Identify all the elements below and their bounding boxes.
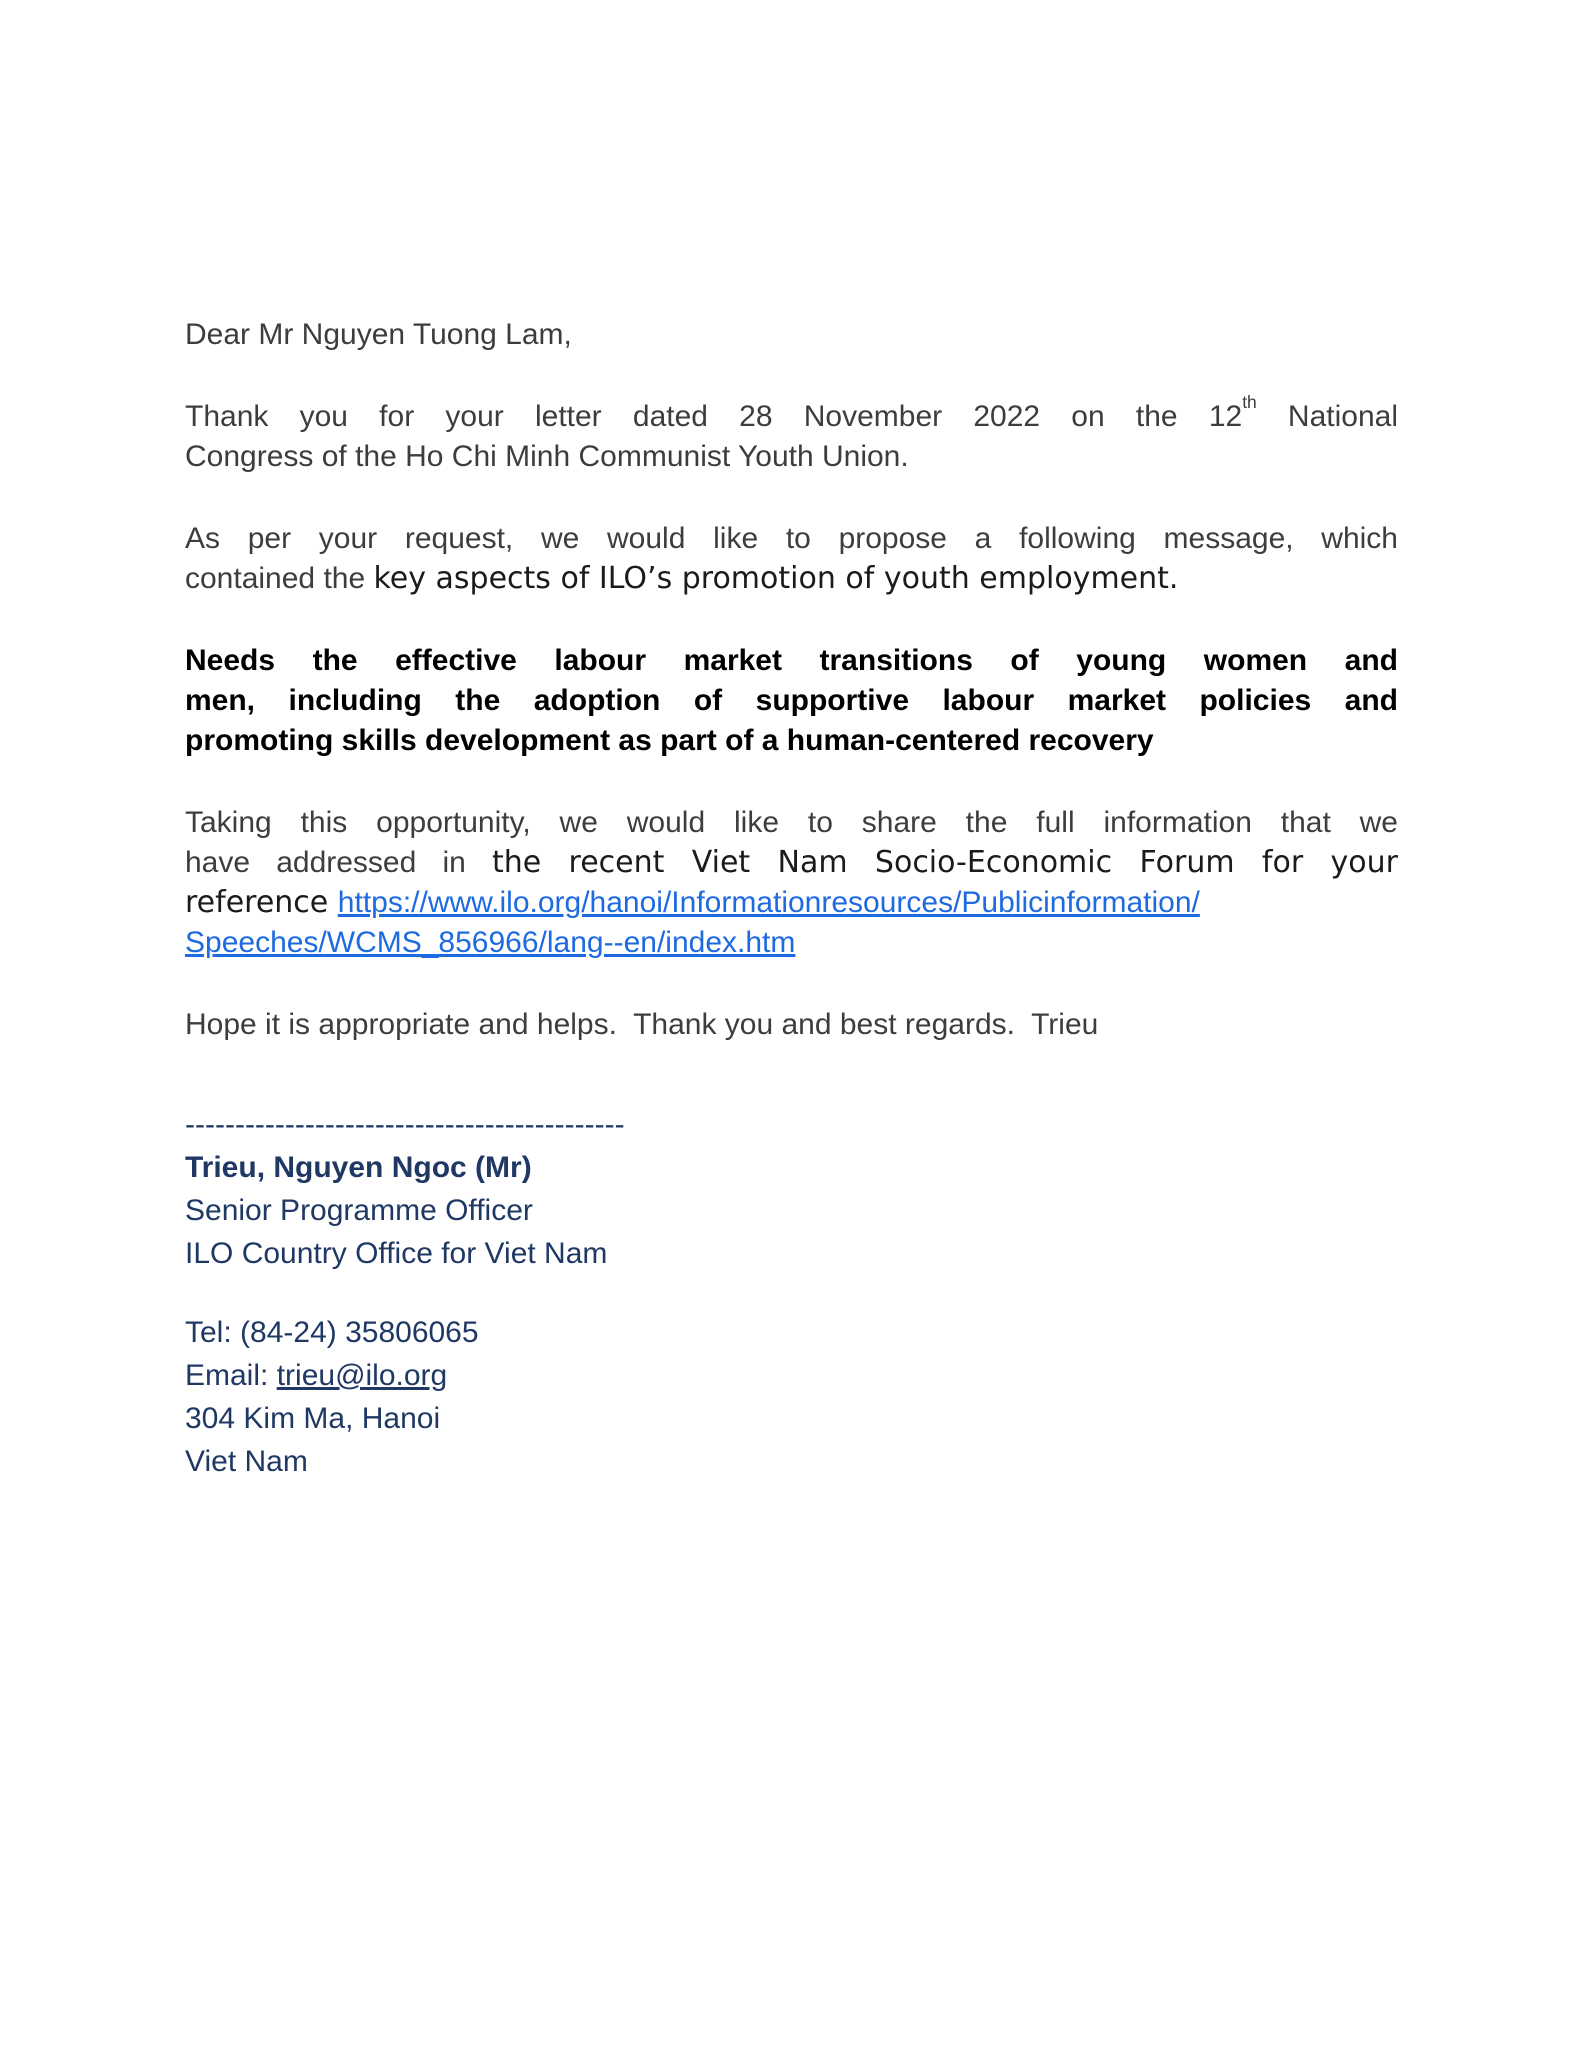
closing-text: Hope it is appropriate and helps. Thank you and best regards. Trieu	[185, 1008, 1099, 1041]
proposal-line2-emphasis: key aspects of ILO’s promotion of youth employment.	[373, 561, 1179, 596]
paragraph-closing	[185, 1005, 1398, 1045]
signature-email	[185, 1354, 1398, 1397]
text-line: Taking this opportunity, we would like to share the full information that we	[185, 806, 1398, 839]
email-label: Email:	[185, 1359, 269, 1392]
signature-office: ILO Country Office for Viet Nam	[185, 1237, 608, 1270]
paragraph-proposal	[185, 519, 1398, 599]
proposed-message-bold	[185, 641, 1398, 761]
text-line: promoting skills development as part of a human-centered recovery	[185, 724, 1154, 757]
tel-value: (84-24) 35806065	[240, 1316, 479, 1349]
text-line: Needs the effective labour market transitions of young women and	[185, 644, 1398, 677]
share-line2-emphasis: the recent Viet Nam Socio-Economic Forum for your	[491, 845, 1398, 880]
text-line	[185, 391, 1398, 437]
signature-tel	[185, 1311, 1398, 1354]
reference-label: reference	[185, 885, 338, 920]
proposal-line2-light: contained the	[185, 562, 374, 595]
signature-name: Trieu, Nguyen Ngoc (Mr)	[185, 1151, 532, 1184]
signature-address-line2: Viet Nam	[185, 1445, 308, 1478]
text-line: Congress of the Ho Chi Minh Communist Youth Union.	[185, 440, 909, 473]
reference-link-part1[interactable]: https://www.ilo.org/hanoi/Informationresources/Publicinformation/	[337, 886, 1200, 919]
signature-contact-group	[185, 1311, 1398, 1483]
email-link[interactable]: trieu@ilo.org	[276, 1359, 448, 1392]
text-line	[185, 923, 1398, 963]
text-line: men, including the adoption of supportive labour market policies and	[185, 684, 1398, 717]
thank-line1-text: Thank you for your letter dated 28 November 2022 on the 12	[185, 400, 1243, 433]
text-line	[185, 843, 1398, 883]
thank-line1-tail: National	[1256, 400, 1398, 433]
tel-label: Tel:	[185, 1316, 232, 1349]
text-line: As per your request, we would like to propose a following message, which	[185, 522, 1398, 555]
signature-separator: --------------------------------------------	[185, 1108, 625, 1141]
text-line	[185, 883, 1398, 923]
share-line2-light: have addressed in	[185, 846, 492, 879]
ordinal-superscript: th	[1242, 391, 1257, 412]
reference-link-part2[interactable]: Speeches/WCMS_856966/lang--en/index.htm	[185, 926, 796, 959]
paragraph-share-info	[185, 803, 1398, 963]
signature-title: Senior Programme Officer	[185, 1194, 533, 1227]
text-line	[185, 559, 1398, 599]
signature-address-line1: 304 Kim Ma, Hanoi	[185, 1402, 441, 1435]
paragraph-thank-you	[185, 391, 1398, 477]
greeting-text: Dear Mr Nguyen Tuong Lam,	[185, 318, 572, 351]
letter-greeting	[185, 315, 1398, 355]
signature-block	[185, 1103, 1398, 1483]
